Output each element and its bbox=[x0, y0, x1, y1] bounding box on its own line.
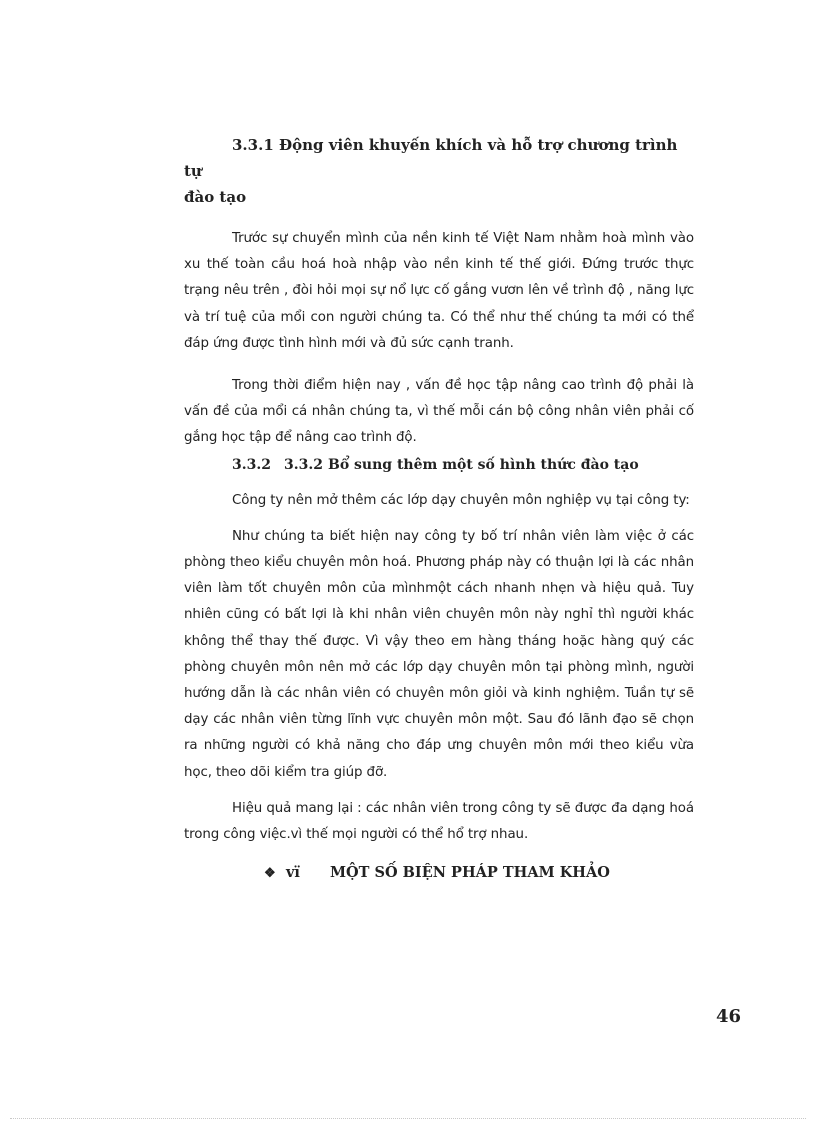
paragraph-332-3: Hiệu quả mang lại : các nhân viên trong công ty sẽ được đa dạng hoá trong công việc.vì thế mọi người có thể hổ trợ nhau. bbox=[184, 800, 694, 843]
section-331-title-line2: đào tạo bbox=[184, 188, 247, 206]
paragraph-331-2: Trong thời điểm hiện nay , vấn đề học tập nâng cao trình độ phải là vấn đề của mổi cá nhân chúng ta, vì thế mỗi cán bộ công nhân viên phải cố gắng học tập để nâng cao trình độ. bbox=[184, 378, 694, 446]
page-content bbox=[184, 132, 694, 887]
final-heading bbox=[184, 860, 694, 887]
paragraph-332-1: Công ty nên mở thêm các lớp dạy chuyên môn nghiệp vụ tại công ty: bbox=[232, 492, 690, 508]
section-331-number: 3.3.1 bbox=[232, 136, 274, 154]
section-332-title: Bổ sung thêm một số hình thức đào tạo bbox=[328, 456, 639, 473]
page-bottom-divider bbox=[10, 1118, 806, 1119]
section-331-title-line1: Động viên khuyến khích và hỗ trợ chương trình tự bbox=[184, 136, 678, 180]
paragraph-332-2: Như chúng ta biết hiện nay công ty bố trí nhân viên làm việc ở các phòng theo kiểu chuyên môn hoá. Phương pháp này có thuận lợi là các nhân viên làm tốt chuyên môn của mìnhmột cách nhanh nhẹn và hiệu quả. Tuy nhiên cũng có bất lợi là khi nhân viên chuyên môn này nghỉ thì người khác không thể thay thế được. Vì vậy theo em hàng tháng hoặc hàng quý các phòng chuyên môn nên mở các lớp dạy chuyên môn tại phòng mình, người hướng dẫn là các nhân viên có chuyên môn giỏi và kinh nghiệm. Tuần tự sẽ dạy các nhân viên từng lĩnh vực chuyên môn một. Sau đó lãnh đạo sẽ chọn ra những người có khả năng cho đáp ưng chuyên môn mới theo kiểu vừa học, theo dõi kiểm tra giúp đỡ. bbox=[184, 528, 694, 780]
final-heading-roman: vï bbox=[286, 864, 300, 882]
section-331-heading bbox=[184, 132, 694, 210]
section-332-number-a: 3.3.2 bbox=[232, 456, 271, 473]
diamond-bullet-icon: ❖ bbox=[264, 866, 276, 882]
section-332-heading bbox=[184, 452, 694, 478]
page-number: 46 bbox=[716, 1006, 742, 1027]
paragraph-331-1: Trước sự chuyển mình của nền kinh tế Việt Nam nhằm hoà mình vào xu thế toàn cầu hoá hoà nhập vào nền kinh tế thế giới. Đứng trước thực trạng nêu trên , đòi hỏi mọi sự nổ lực cố gắng vươn lên về trình độ , năng lực và trí tuệ của mổi con người chúng ta. Có thể như thế chúng ta mới có thể đáp ứng được tình hình mới và đủ sức cạnh tranh. bbox=[184, 231, 694, 351]
section-332-number-b: 3.3.2 bbox=[284, 456, 323, 473]
final-heading-title: MỘT SỐ BIỆN PHÁP THAM KHẢO bbox=[330, 864, 610, 882]
